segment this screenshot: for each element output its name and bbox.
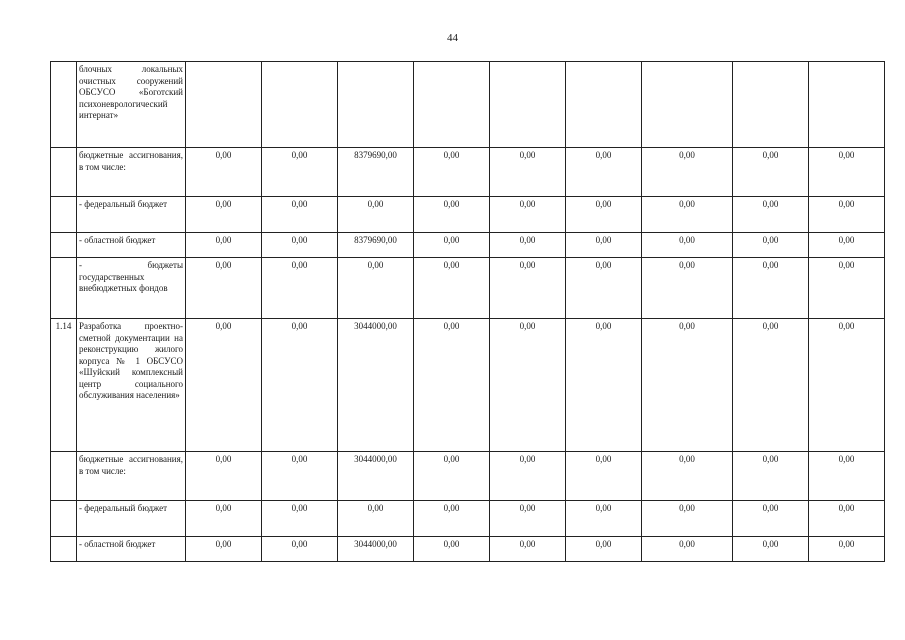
table-row: [51, 319, 885, 452]
value-cell: 0,00: [642, 233, 733, 258]
table-row: [51, 197, 885, 233]
value-cell: 0,00: [186, 197, 262, 233]
row-index-cell: [51, 148, 77, 197]
value-cell: 0,00: [733, 501, 809, 537]
row-description-cell: - областной бюджет: [77, 233, 186, 258]
table-row: [51, 148, 885, 197]
value-cell: 0,00: [262, 233, 338, 258]
value-cell: 0,00: [490, 501, 566, 537]
value-cell: 0,00: [186, 233, 262, 258]
value-cell: 0,00: [809, 452, 885, 501]
value-cell: 0,00: [490, 537, 566, 562]
value-cell: 0,00: [809, 197, 885, 233]
value-cell: 0,00: [642, 319, 733, 452]
row-description-cell: блочных локальных очистных сооружений ОБСУСО «Боготский психоневрологический интернат»: [77, 62, 186, 148]
value-cell: 0,00: [186, 537, 262, 562]
value-cell: 0,00: [414, 537, 490, 562]
value-cell: 0,00: [566, 197, 642, 233]
value-cell: [566, 62, 642, 148]
value-cell: 0,00: [733, 197, 809, 233]
value-cell: 0,00: [186, 501, 262, 537]
row-index-cell: [51, 233, 77, 258]
value-cell: 0,00: [490, 319, 566, 452]
table-row: [51, 233, 885, 258]
value-cell: 0,00: [186, 319, 262, 452]
value-cell: 0,00: [338, 197, 414, 233]
value-cell: 0,00: [733, 233, 809, 258]
value-cell: [414, 62, 490, 148]
value-cell: 0,00: [186, 258, 262, 319]
page-number: 44: [447, 32, 458, 44]
value-cell: 0,00: [642, 148, 733, 197]
value-cell: [733, 62, 809, 148]
row-index-cell: 1.14: [51, 319, 77, 452]
value-cell: 0,00: [262, 537, 338, 562]
table-row: [51, 258, 885, 319]
value-cell: 0,00: [733, 537, 809, 562]
value-cell: 0,00: [490, 233, 566, 258]
value-cell: 0,00: [262, 452, 338, 501]
value-cell: 0,00: [566, 452, 642, 501]
value-cell: 0,00: [414, 319, 490, 452]
value-cell: 0,00: [262, 148, 338, 197]
table-row: [51, 501, 885, 537]
value-cell: 0,00: [414, 197, 490, 233]
value-cell: [490, 62, 566, 148]
table-row: [51, 537, 885, 562]
row-index-cell: [51, 452, 77, 501]
value-cell: 0,00: [566, 148, 642, 197]
value-cell: 0,00: [642, 197, 733, 233]
value-cell: 0,00: [809, 319, 885, 452]
budget-table: [50, 61, 885, 562]
value-cell: 0,00: [186, 452, 262, 501]
value-cell: 0,00: [733, 452, 809, 501]
value-cell: 0,00: [809, 148, 885, 197]
value-cell: 8379690,00: [338, 233, 414, 258]
value-cell: 0,00: [642, 258, 733, 319]
value-cell: 0,00: [338, 501, 414, 537]
value-cell: 0,00: [414, 452, 490, 501]
value-cell: 0,00: [262, 197, 338, 233]
value-cell: 0,00: [490, 258, 566, 319]
row-description-cell: - федеральный бюджет: [77, 501, 186, 537]
row-description-cell: - областной бюджет: [77, 537, 186, 562]
value-cell: 0,00: [809, 233, 885, 258]
value-cell: 0,00: [262, 501, 338, 537]
value-cell: 0,00: [809, 537, 885, 562]
value-cell: 0,00: [642, 501, 733, 537]
row-index-cell: [51, 501, 77, 537]
value-cell: 3044000,00: [338, 452, 414, 501]
value-cell: 0,00: [809, 501, 885, 537]
value-cell: 3044000,00: [338, 537, 414, 562]
value-cell: 0,00: [642, 452, 733, 501]
value-cell: 0,00: [490, 452, 566, 501]
row-index-cell: [51, 258, 77, 319]
row-index-cell: [51, 197, 77, 233]
value-cell: 0,00: [566, 319, 642, 452]
row-description-cell: бюджетные ассигнования, в том числе:: [77, 452, 186, 501]
value-cell: 0,00: [733, 148, 809, 197]
value-cell: 3044000,00: [338, 319, 414, 452]
row-description-cell: Разработка проектно-сметной документации на реконструкцию жилого корпуса № 1 ОБСУСО «Шуйский комплексный центр социального обслуживания населения»: [77, 319, 186, 452]
value-cell: 0,00: [414, 148, 490, 197]
value-cell: 0,00: [642, 537, 733, 562]
table-row: [51, 62, 885, 148]
value-cell: [186, 62, 262, 148]
value-cell: 0,00: [338, 258, 414, 319]
value-cell: 8379690,00: [338, 148, 414, 197]
value-cell: [809, 62, 885, 148]
value-cell: [338, 62, 414, 148]
value-cell: 0,00: [262, 319, 338, 452]
value-cell: [262, 62, 338, 148]
value-cell: [642, 62, 733, 148]
row-index-cell: [51, 537, 77, 562]
value-cell: 0,00: [566, 501, 642, 537]
value-cell: 0,00: [733, 258, 809, 319]
value-cell: 0,00: [414, 233, 490, 258]
value-cell: 0,00: [566, 537, 642, 562]
value-cell: 0,00: [414, 501, 490, 537]
value-cell: 0,00: [490, 197, 566, 233]
value-cell: 0,00: [490, 148, 566, 197]
row-description-cell: - федеральный бюджет: [77, 197, 186, 233]
value-cell: 0,00: [566, 258, 642, 319]
row-description-cell: - бюджеты государственных внебюджетных фондов: [77, 258, 186, 319]
row-index-cell: [51, 62, 77, 148]
value-cell: 0,00: [186, 148, 262, 197]
value-cell: 0,00: [809, 258, 885, 319]
value-cell: 0,00: [733, 319, 809, 452]
row-description-cell: бюджетные ассигнования, в том числе:: [77, 148, 186, 197]
value-cell: 0,00: [262, 258, 338, 319]
value-cell: 0,00: [566, 233, 642, 258]
value-cell: 0,00: [414, 258, 490, 319]
table-row: [51, 452, 885, 501]
